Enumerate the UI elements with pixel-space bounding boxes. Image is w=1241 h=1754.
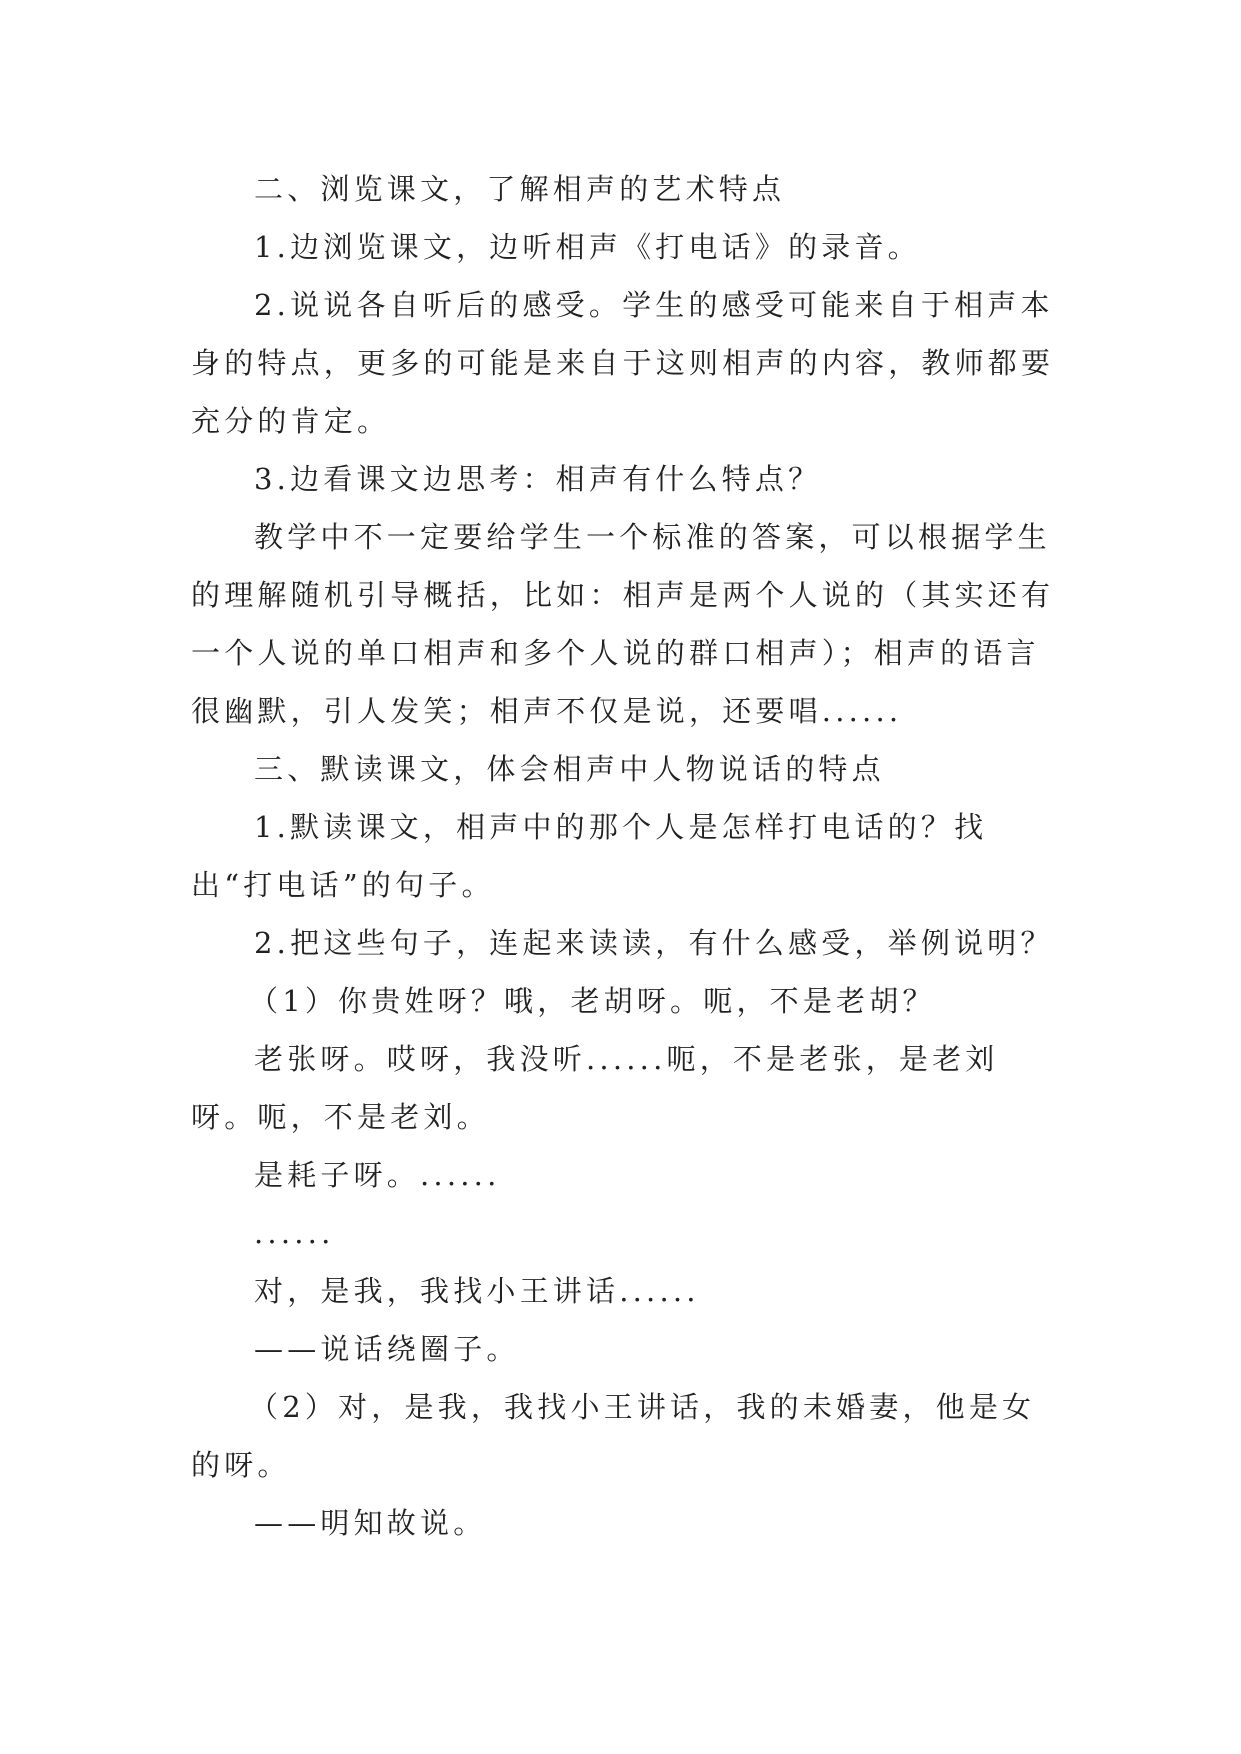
example-1-comment: ——说话绕圈子。	[254, 1332, 520, 1366]
section-heading-2: 二、浏览课文，了解相声的艺术特点	[254, 172, 786, 206]
example-1-ellipsis: ......	[254, 1216, 335, 1250]
paragraph-item-2: 2.说说各自听后的感受。学生的感受可能来自于相声本身的特点，更多的可能是来自于这则相声的内容，教师都要充分的肯定。	[191, 288, 1055, 438]
section-heading-3: 三、默读课文，体会相声中人物说话的特点	[254, 752, 885, 786]
example-1: （1）你贵姓呀？哦，老胡呀。呃，不是老胡？	[249, 984, 936, 1018]
paragraph-teaching-note: 教学中不一定要给学生一个标准的答案，可以根据学生的理解随机引导概括，比如：相声是两个人说的（其实还有一个人说的单口相声和多个人说的群口相声）；相声的语言很幽默，引人发笑；相声不仅是说，还要唱......	[191, 520, 1055, 728]
paragraph-item-2b: 2.把这些句子，连起来读读，有什么感受，举例说明？	[254, 926, 1054, 960]
paragraph-item-3: 3.边看课文边思考：相声有什么特点？	[254, 462, 822, 496]
example-2-comment: ——明知故说。	[254, 1506, 487, 1540]
example-1-dialogue-a: 老张呀。哎呀，我没听......呃，不是老张，是老刘呀。呃，不是老刘。	[191, 1042, 999, 1134]
example-2: （2）对，是我，我找小王讲话，我的未婚妻，他是女的呀。	[191, 1390, 1036, 1482]
paragraph-item-1b: 1.默读课文，相声中的那个人是怎样打电话的？找出“打电话”的句子。	[191, 810, 988, 902]
document-body	[191, 160, 1061, 1552]
paragraph-item-1: 1.边浏览课文，边听相声《打电话》的录音。	[254, 230, 921, 264]
example-1-dialogue-b: 是耗子呀。......	[254, 1158, 501, 1192]
example-1-dialogue-c: 对，是我，我找小王讲话......	[254, 1274, 700, 1308]
